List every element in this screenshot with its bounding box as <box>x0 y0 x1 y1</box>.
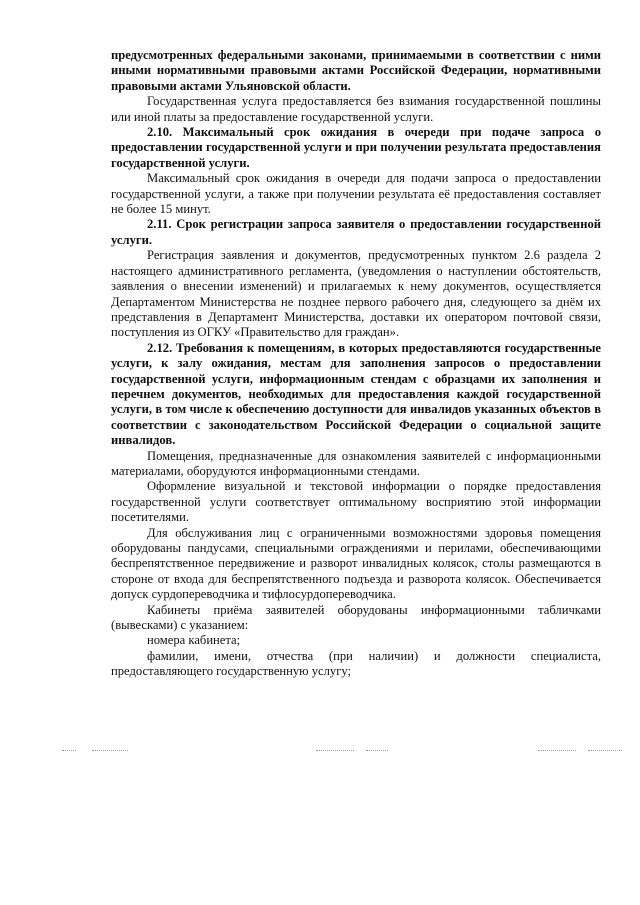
scan-artifact <box>316 750 354 752</box>
section-heading-2-10: 2.10. Максимальный срок ожидания в очереди при подаче запроса о предоставлении государственной услуги и при получении результата предоставления государственной услуги. <box>111 125 601 170</box>
paragraph-office-signs: Кабинеты приёма заявителей оборудованы информационными табличками (вывесками) с указанием: <box>111 602 601 633</box>
scan-artifact <box>62 750 76 752</box>
section-heading-2-12: 2.12. Требования к помещениям, в которых предоставляются государственные услуги, к залу ожидания, местам для заполнения запросов о предоставлении государственной услуги, информационным стендам с образцами их заполнения и перечнем документов, необходимых для предоставления каждой государственной услуги, в том числе к обеспечению доступности для инвалидов указанных объектов в соответствии с законодательством Российской Федерации о социальной защите инвалидов. <box>111 340 601 448</box>
scan-artifact <box>538 750 576 752</box>
paragraph-continuation: предусмотренных федеральными законами, принимаемыми в соответствии с ними иными нормативными правовыми актами Российской Федерации, нормативными правовыми актами Ульяновской области. <box>111 48 601 93</box>
list-item-room-number: номера кабинета; <box>147 633 241 648</box>
scan-artifact <box>366 750 388 752</box>
list-item-specialist-name: фамилии, имени, отчества (при наличии) и должности специалиста, предоставляющего государственную услугу; <box>111 648 601 679</box>
paragraph-visual-info: Оформление визуальной и текстовой информации о порядке предоставления государственной услуги соответствует оптимальному восприятию этой информации посетителями. <box>111 479 601 525</box>
paragraph-registration: Регистрация заявления и документов, предусмотренных пунктом 2.6 раздела 2 настоящего административного регламента, (уведомления о наступлении обстоятельств, заявления о внесении изменений) и прилагаемых к нему документов, осуществляется Департаментом Министерства не позднее первого рабочего дня, следующего за днём их представления в Департамент Министерства, доставки их оператором почтовой связи, поступления из ОГКУ «Правительство для граждан». <box>111 248 601 340</box>
scan-artifact <box>92 750 128 752</box>
section-heading-2-11: 2.11. Срок регистрации запроса заявителя о предоставлении государственной услуги. <box>111 217 601 247</box>
paragraph-no-fee: Государственная услуга предоставляется без взимания государственной пошлины или иной платы за предоставление государственной услуги. <box>111 94 601 124</box>
scan-artifact <box>588 750 622 752</box>
paragraph-info-stands: Помещения, предназначенные для ознакомления заявителей с информационными материалами, оборудуются информационными стендами. <box>111 448 601 478</box>
paragraph-accessibility: Для обслуживания лиц с ограниченными возможностями здоровья помещения оборудованы пандусами, специальными ограждениями и перилами, обеспечивающими беспрепятственное передвижение и разворот инвалидных колясок, столы размещаются в стороне от входа для беспрепятственного подъезда и разворота колясок. Обеспечивается допуск сурдопереводчика и тифлосурдопереводчика. <box>111 525 601 602</box>
paragraph-wait-time: Максимальный срок ожидания в очереди для подачи запроса о предоставлении государственной услуги, а также при получении результата её предоставления составляет не более 15 минут. <box>111 171 601 217</box>
document-body <box>111 48 601 680</box>
